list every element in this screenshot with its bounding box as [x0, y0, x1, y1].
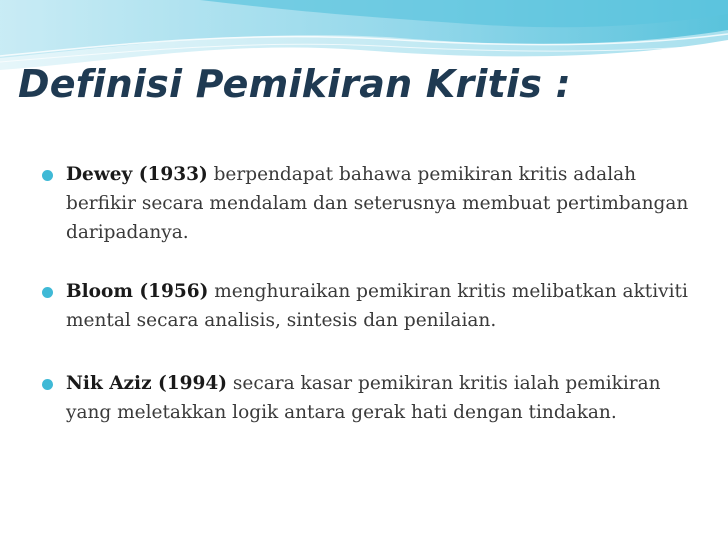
bullet-author: Bloom (1956): [66, 281, 209, 302]
bullet-text: berpendapat bahawa pemikiran kritis adalah berfikir secara mendalam dan seterusnya membuat pertimbangan daripadanya.: [66, 164, 689, 243]
bullet-list: [42, 160, 702, 457]
bullet-item-dewey: [42, 160, 702, 247]
slide-title: Definisi Pemikiran Kritis :: [18, 62, 571, 106]
bullet-dot-icon: [42, 170, 53, 181]
bullet-item-nik-aziz: [42, 369, 702, 427]
header-wave-decoration: [0, 0, 728, 70]
bullet-dot-icon: [42, 287, 53, 298]
bullet-item-bloom: [42, 277, 702, 335]
bullet-text: secara kasar pemikiran kritis ialah pemikiran yang meletakkan logik antara gerak hati dengan tindakan.: [66, 373, 661, 423]
bullet-dot-icon: [42, 379, 53, 390]
bullet-text: menghuraikan pemikiran kritis melibatkan aktiviti mental secara analisis, sintesis dan penilaian.: [66, 281, 688, 331]
bullet-author: Dewey (1933): [66, 164, 208, 185]
bullet-author: Nik Aziz (1994): [66, 373, 228, 394]
